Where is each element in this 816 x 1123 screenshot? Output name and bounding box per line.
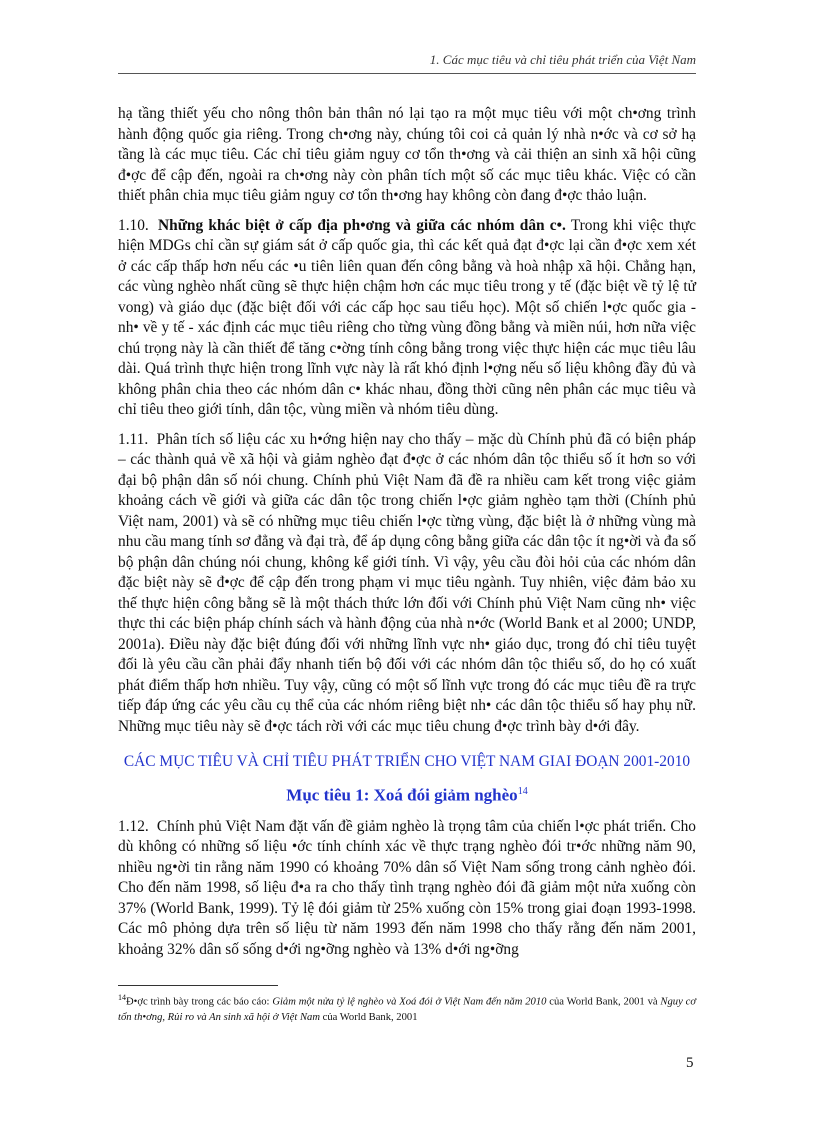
paragraph-continued	[118, 104, 696, 207]
footnote	[118, 990, 696, 1025]
paragraph-lead: Những khác biệt ở cấp địa ph•ơng và giữa các nhóm dân c•.	[158, 216, 566, 234]
section-heading: CÁC MỤC TIÊU VÀ CHỈ TIÊU PHÁT TRIỂN CHO VIỆT NAM GIAI ĐOẠN 2001-2010	[123, 753, 691, 770]
paragraph-text: hạ tầng thiết yếu cho nông thôn bản thân nó lại tạo ra một mục tiêu với một ch•ơng trình hành động quốc gia riêng. Trong ch•ơng này, chúng tôi coi cả quản lý nhà n•ớc và cơ sở hạ tầng là các mục tiêu. Các chỉ tiêu giảm nguy cơ tổn th•ơng và cải thiện an sinh xã hội cũng đ•ợc để cập đến, ngoài ra ch•ơng này còn phân tích một số các mục tiêu khác. Việc có cần thiết phân chia mục tiêu giảm nguy cơ tổn th•ơng hay không còn đang đ•ợc thảo luận.	[118, 105, 696, 204]
paragraph-1-10	[118, 216, 696, 421]
page-number: 5	[686, 1055, 694, 1071]
paragraph-text: Phân tích số liệu các xu h•ớng hiện nay cho thấy – mặc dù Chính phủ đã có biện pháp – các thành quả về xã hội và giảm nghèo đạt đ•ợc ở các nhóm dân tộc thiểu số ít hơn so với đại bộ phận dân số nói chung. Chính phủ Việt Nam đã đề ra nhiều cam kết trong việc giảm khoảng cách về giới và giữa các dân tộc trong chiến l•ợc giảm nghèo tạm thời (Chính phủ Việt nam, 2001) và sẽ có những mục tiêu chiến l•ợc từng vùng, đặc biệt là ở những vùng mà nhu cầu mang tính sơ đẳng và đại trà, để áp dụng công bằng giữa các dân tộc ít ng•ời và đa số bộ phận dân chúng nói chung, không kể giới tính. Vì vậy, yêu cầu đòi hỏi của các nhóm dân đặc biệt này sẽ đ•ợc để cập đến trong phạm vi mục tiêu ngành. Tuy nhiên, việc đảm bảo xu thế thực hiện công bằng sẽ là một thách thức lớn đối với Chính phủ Việt Nam cũng nh• việc thực thi các biện pháp chính sách và hành động của nhà n•ớc (World Bank et al 2000; UNDP, 2001a). Điều này đặc biệt đúng đối với những lĩnh vực nh• giáo dục, trong đó chỉ tiêu tuyệt đối là yêu cầu cần phải đẩy nhanh tiến bộ đối với các nhóm dân tộc thiểu số, do họ có xuất phát điểm thấp hơn nhiều. Tuy vậy, cũng có một số lĩnh vực trong đó các mục tiêu đề ra trực tiếp đáp ứng các yêu cầu cụ thể của các nhóm riêng biệt nh• các dân tộc thiểu số hay phụ nữ. Những mục tiêu này sẽ đ•ợc tách rời với các mục tiêu chung đ•ợc trình bày d•ới đây.	[118, 430, 696, 735]
paragraph-number: 1.11.	[118, 430, 149, 448]
goal-heading-text: Mục tiêu 1: Xoá đói giảm nghèo	[286, 785, 518, 805]
footnote-title-1: Giảm một nửa tỷ lệ nghèo và Xoá đói ở Việt Nam đến năm 2010	[272, 996, 547, 1008]
goal-heading	[118, 781, 696, 807]
paragraph-1-11	[118, 430, 696, 738]
footnote-divider	[118, 985, 278, 986]
paragraph-1-12	[118, 817, 696, 961]
paragraph-text: Trong khi việc thực hiện MDGs chỉ cần sự giám sát ở cấp quốc gia, thì các kết quả đạt đ•ợc lại cần đ•ợc xem xét ở các cấp thấp hơn nếu các •u tiên liên quan đến công bằng và hoà nhập xã hội. Chẳng hạn, các vùng nghèo nhất cũng sẽ thực hiện chậm hơn các mục tiêu trong y tế (đặc biệt về tỷ lệ tử vong) và giáo dục (đặc biệt đối với các cấp học sau tiểu học). Một số chiến l•ợc quốc gia - nh• về y tế - xác định các mục tiêu riêng cho từng vùng đồng bằng và miền núi, hơn nữa việc chú trọng này là cần thiết để tăng c•ờng tính công bằng trong việc thực hiện các mục tiêu lâu dài. Quá trình thực hiện trong lĩnh vực này là rất khó định l•ợng nếu số liệu không đầy đủ và không phân chia theo các nhóm dân c• khác nhau, đồng thời cũng nên phân các mục tiêu và chỉ tiêu theo giới tính, dân tộc, vùng miền và nhóm tiêu dùng.	[118, 216, 696, 418]
running-header: 1. Các mục tiêu và chỉ tiêu phát triển của Việt Nam	[429, 52, 696, 67]
footnote-suffix: của World Bank, 2001	[319, 1011, 418, 1023]
footnote-prefix: Đ•ợc trình bày trong các báo cáo:	[126, 996, 273, 1008]
footnote-mid: của World Bank, 2001 và	[546, 996, 661, 1008]
footnote-marker: 14	[118, 993, 126, 1002]
header-divider	[118, 73, 696, 74]
paragraph-number: 1.12.	[118, 817, 149, 835]
paragraph-text: Chính phủ Việt Nam đặt vấn đề giảm nghèo là trọng tâm của chiến l•ợc phát triển. Cho dù không có những số liệu •ớc tính chính xác về thực trạng nghèo đói tr•ớc những năm 90, nhiều ng•ời tin rằng năm 1990 có khoảng 70% dân số Việt Nam sống trong cảnh nghèo đói. Cho đến năm 1998, số liệu đ•a ra cho thấy tình trạng nghèo đói đã giảm một nửa xuống còn 37% (World Bank, 1999). Tỷ lệ đói giảm từ 25% xuống còn 15% trong giai đoạn 1993-1998. Các mô phỏng dựa trên số liệu từ năm 1993 đến năm 1998 cho thấy rằng đến năm 2001, khoảng 32% dân số sống d•ới ng•ỡng nghèo và 13% d•ới ng•ỡng	[118, 817, 696, 958]
footnote-title-2: Nguy cơ tổn th•ơng, Rủi ro và An sinh xã hội ở Việt Nam	[118, 996, 696, 1023]
footnote-reference: 14	[517, 786, 528, 797]
paragraph-number: 1.10.	[118, 216, 149, 234]
body-text	[118, 104, 696, 969]
